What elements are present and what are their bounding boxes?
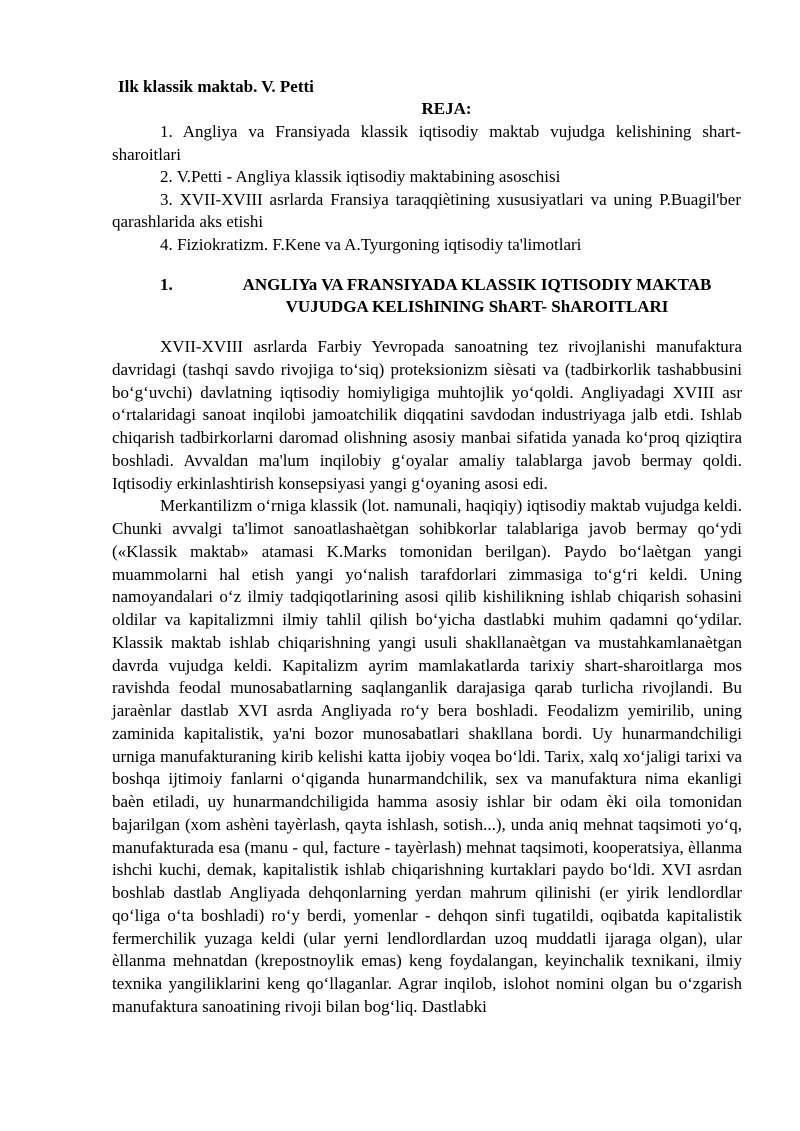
document-title: Ilk klassik maktab. V. Petti	[118, 77, 314, 96]
section-title: ANGLIYa VA FRANSIYADA KLASSIK IQTISODIY MAKTAB VUJUDGA KELIShINING ShART- ShAROITLARI	[242, 275, 712, 316]
plan-item: 3. XVII-XVIII asrlarda Fransiya taraqqiètining xususiyatlari va uning P.Buagil'ber qarashlarida aks etishi	[112, 189, 741, 231]
plan-list	[112, 121, 741, 256]
plan-item: 2. V.Petti - Angliya klassik iqtisodiy maktabining asoschisi	[160, 167, 561, 186]
section-heading	[160, 274, 742, 318]
plan-item: 4. Fiziokratizm. F.Kene va A.Tyurgoning iqtisodiy ta'limotlari	[160, 234, 582, 254]
section-number: 1.	[160, 275, 173, 294]
plan-heading: REJA:	[421, 99, 472, 118]
paragraph: Merkantilizm o‘rniga klassik (lot. namunali, haqiqiy) iqtisodiy maktab vujudga keldi. Chunki avvalgi ta'limot sanoatlashaètgan sohibkorlar talablariga javob bermay qo‘ydi («Klassik maktab» atamasi K.Marks tomonidan berilgan). Paydo bo‘laètgan yangi muammolarni hal etish yangi yo‘nalish tarafdorlari zimmasiga to‘g‘ri keldi. Uning namoyandalari o‘z ilmiy tadqiqotlarining asosi qilib kishilikning ishlab chiqarish sohasini oldilar va kapitalizmni ilmiy tahlil qilish bo‘yicha dastlabki muhim qadamni qo‘ydilar. Klassik maktab ishlab chiqarishning yangi usuli shakllanaètgan va mustahkamlanaètgan davrda vujudga keldi. Kapitalizm ayrim mamlakatlarda tarixiy shart-sharoitlarga mos ravishda feodal munosabatlarning saqlanganlik darajasiga qarab turlicha rivojlandi. Bu jaraènlar dastlab XVI asrda Angliyada ro‘y bera boshladi. Feodalizm yemirilib, uning zaminida kapitalistik, ya'ni bozor munosabatlari shakllana bordi. Uy hunarmandchiligi urniga manufakturaning kirib kelishi katta ijobiy voqea bo‘ldi. Tarix, xalq xo‘jaligi tarixi va boshqa ijtimoiy fanlarni o‘qiganda hunarmandchilik, sex va manufaktura nima ekanligi baèn etiladi, uy hunarmandchiligida hamma asosiy ishlar bir odam èki oila tomonidan bajarilgan (xom ashèni tayèrlash, qayta ishlash, sotish...), unda aniq mehnat taqsimoti yo‘q, manufakturada esa (manu - qul, facture - tayèrlash) mehnat taqsimoti, kooperatsiya, èllanma ishchi kuchi, demak, kapitalistik ishlab chiqarishning kurtaklari paydo bo‘ldi. XVI asrdan boshlab dastlab Angliyada dehqonlarning yerdan mahrum qilinishi (er yirik lendlordlar qo‘liga o‘ta boshladi) ro‘y berdi, yomenlar - dehqon sinfi tugatildi, oqibatda kapitalistik fermerchilik yuzaga keldi (ular yerni lendlordlardan uzoq muddatli ijaraga olgan), ular èllanma mehnatdan (krepostnoylik emas) keng foydalangan, keyinchalik texnikani, ilmiy texnika yangiliklarini keng qo‘llaganlar. Agrar inqilob, islohot nomini olgan bu o‘zgarish manufaktura sanoatining rivoji bilan bog‘liq. Dastlabki	[112, 496, 742, 1016]
plan-item: 1. Angliya va Fransiyada klassik iqtisodiy maktab vujudga kelishining shart-sharoitlari	[112, 122, 741, 164]
body-text	[112, 336, 742, 1019]
paragraph: XVII-XVIII asrlarda Farbiy Yevropada sanoatning tez rivojlanishi manufaktura davridagi (tashqi savdo rivojiga to‘siq) proteksionizm sièsati va (tadbirkorlik tashabbusini bo‘g‘uvchi) davlatning iqtisodiy homiyligiga muhtojlik yo‘qoldi. Angliyadagi XVIII asr o‘rtalaridagi sanoat inqilobi jamoatchilik diqqatini savdodan industriyaga jalb etdi. Ishlab chiqarish tadbirkorlarni daromad olishning asosiy manbai sifatida yanada ko‘proq qiziqtira boshladi. Avvaldan ma'lum inqilobiy g‘oyalar amaliy talablarga javob bermay qoldi. Iqtisodiy erkinlashtirish konsepsiyasi yangi g‘oyaning asosi edi.	[112, 337, 742, 493]
